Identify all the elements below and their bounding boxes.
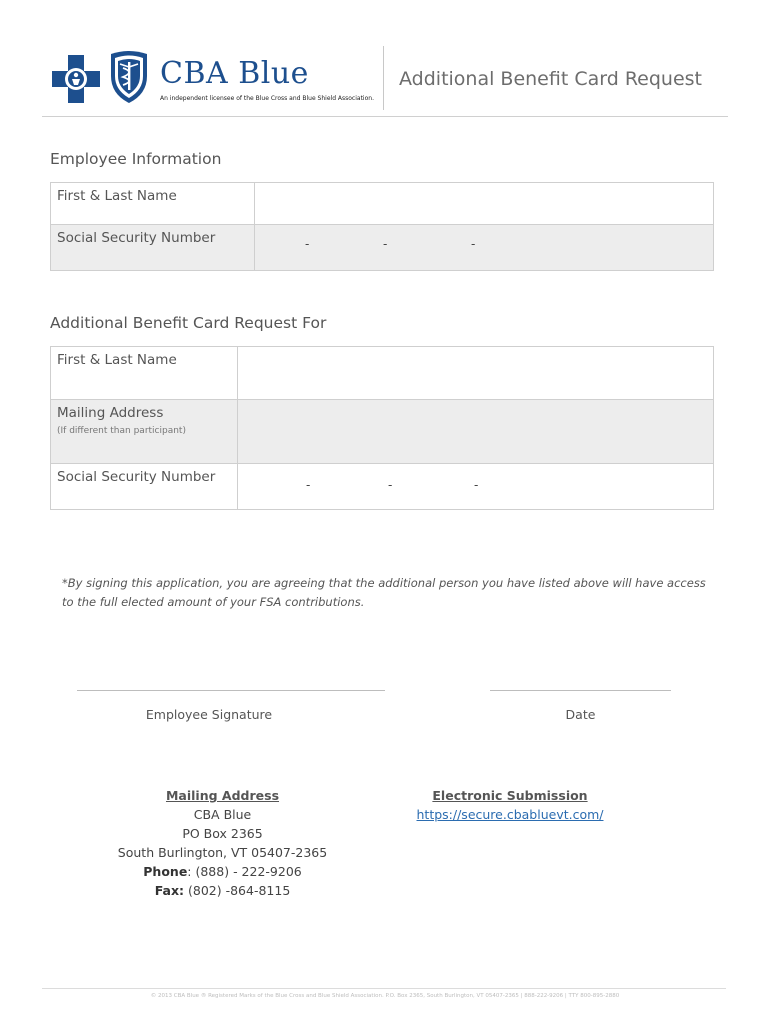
request-name-row: [51, 347, 713, 399]
employee-ssn-label: Social Security Number: [57, 230, 216, 246]
blue-cross-logo-icon: [52, 55, 100, 103]
electronic-submission-block: [400, 786, 620, 824]
footer-rule: [42, 988, 726, 989]
fax-label: Fax:: [154, 883, 185, 898]
date-label: Date: [565, 707, 596, 722]
phone-value: : (888) - 222-9206: [187, 864, 302, 879]
phone-label: Phone: [143, 864, 188, 879]
employee-ssn-field[interactable]: [254, 225, 713, 270]
employee-signature-label: Employee Signature: [145, 707, 273, 722]
employee-section-heading: Employee Information: [50, 150, 222, 168]
ssn-separator: -: [306, 478, 311, 492]
brand-name: CBA Blue: [160, 56, 309, 91]
ssn-separator: -: [474, 478, 479, 492]
page-title: Additional Benefit Card Request: [399, 68, 702, 90]
blue-shield-logo-icon: [108, 50, 150, 104]
request-name-field[interactable]: [237, 347, 713, 399]
request-address-row: [51, 399, 713, 463]
request-ssn-field[interactable]: [237, 464, 713, 509]
mailing-line-pobox: PO Box 2365: [182, 826, 263, 841]
header-divider: [383, 46, 384, 110]
fax-value: (802) -864-8115: [184, 883, 291, 898]
mailing-address-heading: Mailing Address: [165, 788, 280, 803]
request-ssn-label: Social Security Number: [57, 469, 216, 485]
employee-ssn-row: [51, 224, 713, 270]
fax-line: [100, 881, 345, 900]
ssn-separator: -: [305, 237, 310, 251]
header-rule: [42, 116, 728, 117]
employee-info-table: [50, 182, 714, 271]
request-address-field[interactable]: [237, 400, 713, 463]
disclaimer-text: *By signing this application, you are agreeing that the additional person you have listed above will have access to the full elected amount of your FSA contributions.: [62, 576, 706, 609]
mailing-line-company: CBA Blue: [193, 807, 252, 822]
employee-signature-line[interactable]: [77, 690, 385, 691]
employee-name-row: [51, 183, 713, 224]
request-name-label: First & Last Name: [57, 352, 177, 368]
ssn-separator: -: [388, 478, 393, 492]
footer-text: © 2013 CBA Blue ® Registered Marks of the Blue Cross and Blue Shield Association. P.O. Box 2365, South Burlington, VT 05407-2365 | 888-222-9206 | TTY 800-895-2880: [150, 993, 620, 999]
request-section-heading: Additional Benefit Card Request For: [50, 314, 327, 332]
mailing-line-city: South Burlington, VT 05407-2365: [117, 845, 328, 860]
logo: [52, 50, 372, 108]
submission-link[interactable]: https://secure.cbabluevt.com/: [416, 807, 604, 822]
request-address-sublabel: (If different than participant): [57, 426, 186, 436]
employee-name-field[interactable]: [254, 183, 713, 224]
request-address-label: Mailing Address: [57, 405, 164, 421]
request-info-table: [50, 346, 714, 510]
request-ssn-row: [51, 463, 713, 509]
employee-name-label: First & Last Name: [57, 188, 177, 204]
mailing-address-block: [100, 786, 345, 900]
electronic-submission-heading: Electronic Submission: [432, 788, 588, 803]
ssn-separator: -: [471, 237, 476, 251]
brand-tagline: An independent licensee of the Blue Cross and Blue Shield Association.: [160, 95, 374, 102]
ssn-separator: -: [383, 237, 388, 251]
phone-line: [100, 862, 345, 881]
date-line[interactable]: [490, 690, 671, 691]
